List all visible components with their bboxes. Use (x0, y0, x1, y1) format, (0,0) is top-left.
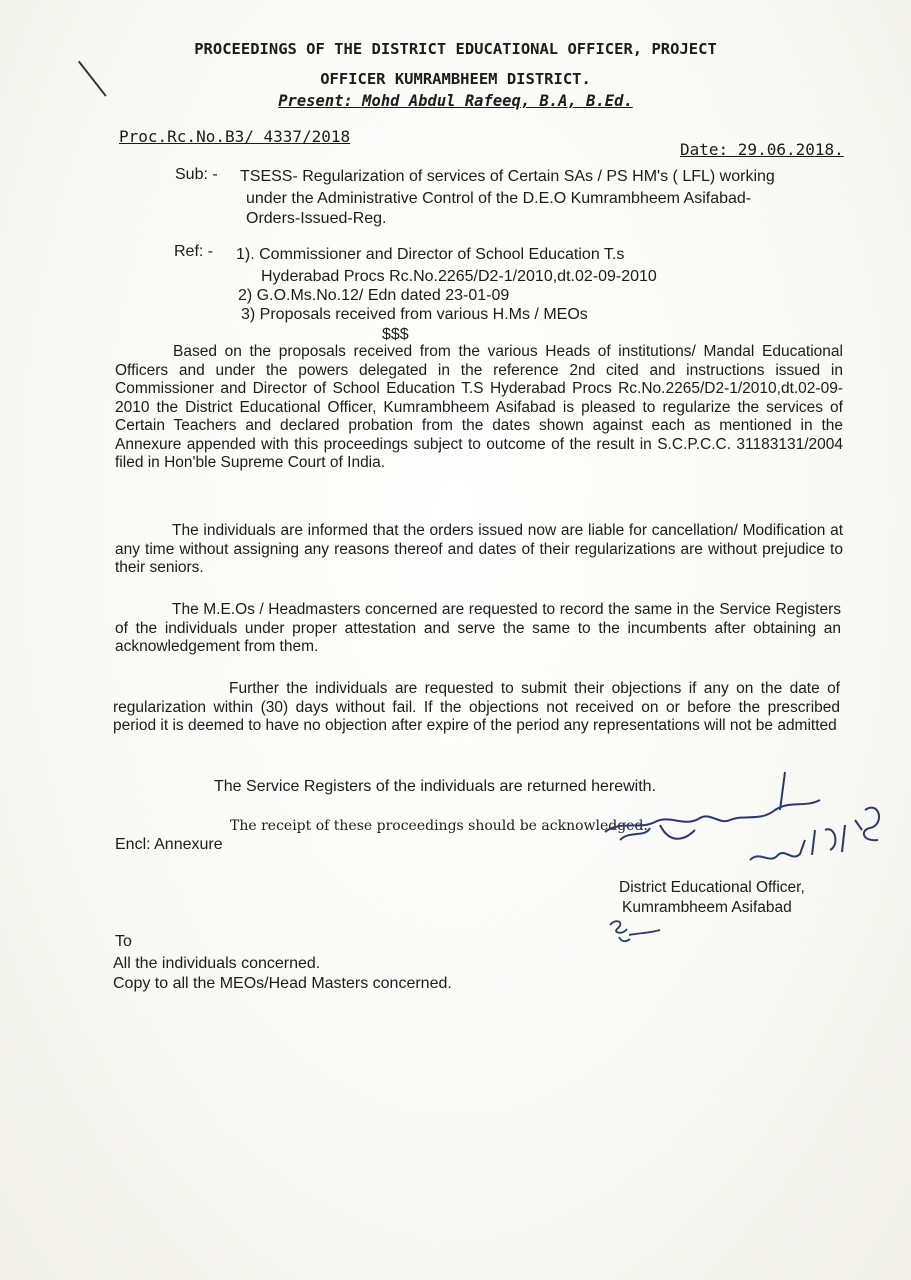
subject-line-2: under the Administrative Control of the D.E.O Kumrambheem Asifabad- (246, 190, 752, 207)
reference-1-line-2: Hyderabad Procs Rc.No.2265/D2-1/2010,dt.02-09-2010 (261, 268, 657, 285)
signatory-office: Kumrambheem Asifabad (622, 899, 792, 916)
reference-2: 2) G.O.Ms.No.12/ Edn dated 23-01-09 (238, 287, 510, 304)
addressee-line-1: All the individuals concerned. (113, 955, 321, 972)
reference-1-line-1: 1). Commissioner and Director of School Education T.s (236, 246, 625, 263)
receipt-note: The receipt of these proceedings should be acknowledged. (230, 818, 648, 834)
header-line-2: OFFICER KUMRAMBHEEM DISTRICT. (320, 70, 591, 88)
header-line-1: PROCEEDINGS OF THE DISTRICT EDUCATIONAL OFFICER, PROJECT (194, 40, 717, 58)
enclosure-line: Encl: Annexure (115, 836, 223, 853)
initials-mark (605, 915, 665, 945)
paragraph-returned: The Service Registers of the individuals are returned herewith. (214, 778, 656, 795)
proceedings-date: Date: 29.06.2018. (680, 140, 844, 159)
separator-mark: $$$ (382, 326, 409, 343)
subject-label: Sub: - (175, 166, 218, 183)
reference-3: 3) Proposals received from various H.Ms / MEOs (241, 306, 588, 323)
addressee-line-2: Copy to all the MEOs/Head Masters concerned. (113, 975, 452, 992)
subject-line-1: TSESS- Regularization of services of Certain SAs / PS HM's ( LFL) working (240, 168, 775, 185)
handwritten-signature (600, 770, 890, 875)
addressee-to: To (115, 933, 132, 950)
reference-label: Ref: - (174, 243, 214, 260)
proceedings-number: Proc.Rc.No.B3/ 4337/2018 (119, 127, 351, 146)
signatory-title: District Educational Officer, (619, 879, 805, 896)
paragraph-cancellation-notice: The individuals are informed that the orders issued now are liable for cancellation/ Modification at any time without assigning any reasons thereof and dates of their regularizations are without prejudice to their seniors. (115, 522, 843, 576)
subject-line-3: Orders-Issued-Reg. (246, 210, 387, 227)
paragraph-objections: Further the individuals are requested to submit their objections if any on the date of regularization within (30) days without fail. If the objections not received on or before the prescribed period it is deemed to have no objection after expire of the period any representations will not be admitted (113, 680, 840, 734)
paragraph-service-registers: The M.E.Os / Headmasters concerned are requested to record the same in the Service Registers of the individuals under proper attestation and serve the same to the incumbents after obtaining an acknowledgement from them. (115, 601, 841, 655)
paragraph-regularization: Based on the proposals received from the various Heads of institutions/ Mandal Educational Officers and under the powers delegated in the reference 2nd cited and instructions issued in Commissioner and Director of School Education T.S Hyderabad Procs Rc.No.2265/D2-1/2010,dt.02-09-2010 the District Educational Officer, Kumrambheem Asifabad is pleased to regularize the services of Certain Teachers and declared probation from the dates shown against each as mentioned in the Annexure appended with this proceedings subject to outcome of the result in S.C.P.C.C. 31183131/2004 filed in Hon'ble Supreme Court of India. (115, 343, 843, 471)
presiding-officer: Present: Mohd Abdul Rafeeq, B.A, B.Ed. (278, 92, 633, 110)
